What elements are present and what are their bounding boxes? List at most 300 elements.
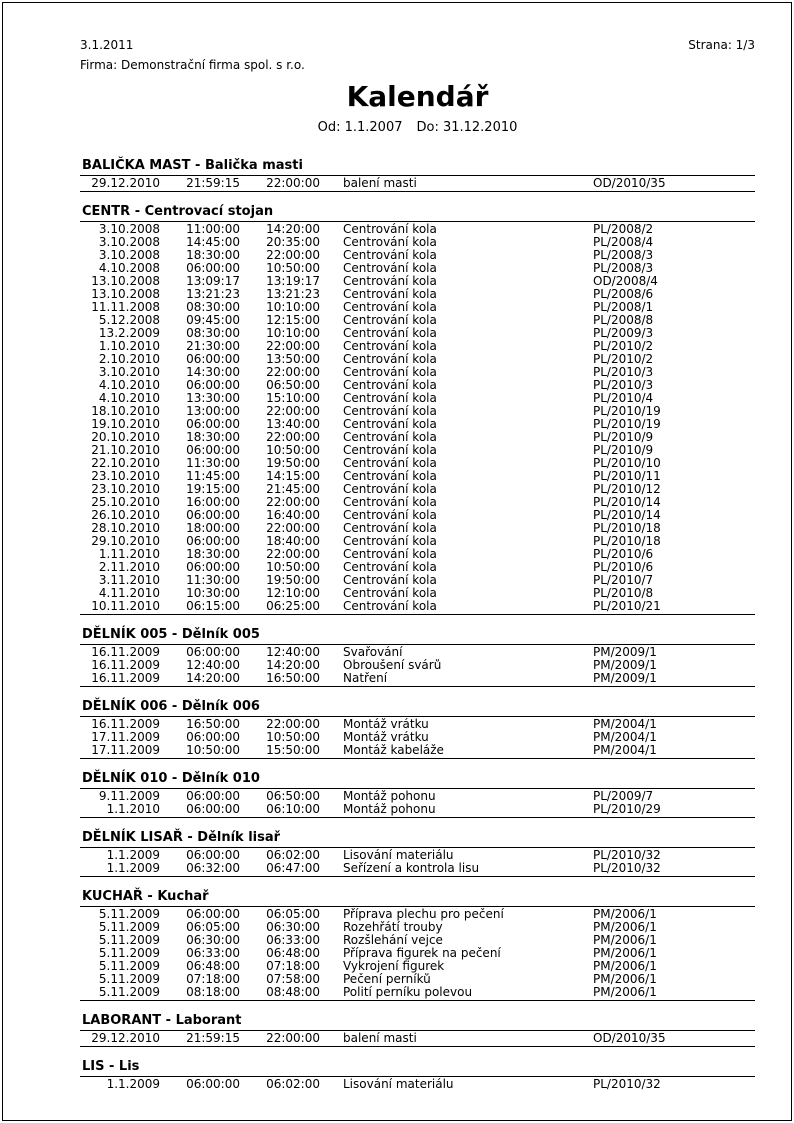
calendar-row [80,301,755,314]
cell-document: PL/2010/14 [593,496,661,509]
cell-time-to: 06:10:00 [266,803,320,816]
cell-time-to: 10:50:00 [266,731,320,744]
calendar-row [80,921,755,934]
cell-description: Centrování kola [343,379,437,392]
cell-time-to: 19:50:00 [266,574,320,587]
calendar-row [80,444,755,457]
cell-description: balení masti [343,1032,417,1045]
cell-time-to: 14:20:00 [266,223,320,236]
cell-time-to: 06:50:00 [266,379,320,392]
calendar-row [80,379,755,392]
cell-description: Centrování kola [343,314,437,327]
cell-time-to: 07:58:00 [266,973,320,986]
cell-date: 1.1.2010 [106,803,160,816]
cell-description: Montáž vrátku [343,718,429,731]
cell-date: 5.11.2009 [98,934,160,947]
cell-date: 5.11.2009 [98,908,160,921]
cell-description: Centrování kola [343,444,437,457]
cell-time-from: 18:30:00 [186,548,240,561]
cell-time-from: 13:09:17 [186,275,240,288]
report-period [80,120,755,135]
calendar-row [80,561,755,574]
calendar-row [80,744,755,757]
cell-time-to: 06:48:00 [266,947,320,960]
cell-description: Centrování kola [343,288,437,301]
cell-date: 3.11.2010 [98,574,160,587]
cell-time-to: 10:50:00 [266,262,320,275]
section-title: DĚLNÍK 010 - Dělník 010 [80,772,755,789]
cell-description: balení masti [343,177,417,190]
cell-time-to: 13:50:00 [266,353,320,366]
calendar-row [80,849,755,862]
section-rows [80,645,755,687]
section-title: DĚLNÍK 005 - Dělník 005 [80,628,755,645]
cell-document: PL/2009/7 [593,790,654,803]
cell-description: Centrování kola [343,535,437,548]
calendar-row [80,457,755,470]
cell-time-from: 14:45:00 [186,236,240,249]
cell-time-from: 11:45:00 [186,470,240,483]
cell-time-from: 06:00:00 [186,535,240,548]
cell-time-from: 11:30:00 [186,457,240,470]
cell-time-to: 18:40:00 [266,535,320,548]
cell-document: PL/2008/8 [593,314,654,327]
section-title: DĚLNÍK LISAŘ - Dělník lisař [80,831,755,848]
cell-time-from: 06:15:00 [186,600,240,613]
cell-time-to: 22:00:00 [266,1032,320,1045]
cell-description: Centrování kola [343,574,437,587]
cell-time-to: 13:21:23 [266,288,320,301]
resource-section [80,205,755,615]
cell-time-to: 12:40:00 [266,646,320,659]
calendar-row [80,496,755,509]
cell-document: PL/2009/3 [593,327,654,340]
section-rows [80,1077,755,1092]
cell-time-to: 06:02:00 [266,1078,320,1091]
cell-time-from: 14:20:00 [186,672,240,685]
cell-description: Montáž pohonu [343,790,436,803]
cell-document: PL/2010/9 [593,431,654,444]
cell-time-to: 06:47:00 [266,862,320,875]
cell-time-from: 10:30:00 [186,587,240,600]
cell-date: 1.1.2009 [106,849,160,862]
calendar-row [80,672,755,685]
cell-date: 1.10.2010 [98,340,160,353]
cell-document: PL/2008/2 [593,223,654,236]
calendar-row [80,548,755,561]
cell-date: 1.1.2009 [106,1078,160,1091]
calendar-row [80,947,755,960]
cell-time-from: 16:00:00 [186,496,240,509]
cell-description: Centrování kola [343,600,437,613]
period-to: Do: 31.12.2010 [416,120,518,135]
cell-description: Centrování kola [343,223,437,236]
cell-time-to: 06:25:00 [266,600,320,613]
cell-document: PL/2010/3 [593,366,654,379]
cell-description: Centrování kola [343,301,437,314]
cell-time-to: 14:15:00 [266,470,320,483]
cell-date: 4.10.2010 [98,392,160,405]
cell-document: PL/2010/10 [593,457,661,470]
sections [80,159,755,1092]
cell-document: PM/2009/1 [593,672,657,685]
cell-document: OD/2008/4 [593,275,658,288]
calendar-row [80,600,755,613]
cell-time-from: 06:30:00 [186,934,240,947]
cell-document: PM/2009/1 [593,646,657,659]
cell-document: PM/2006/1 [593,960,657,973]
cell-time-from: 13:00:00 [186,405,240,418]
section-rows [80,1031,755,1047]
calendar-row [80,177,755,190]
calendar-row [80,790,755,803]
cell-date: 3.10.2008 [98,236,160,249]
cell-time-from: 06:00:00 [186,353,240,366]
calendar-row [80,574,755,587]
cell-date: 5.11.2009 [98,947,160,960]
calendar-row [80,509,755,522]
cell-date: 2.10.2010 [98,353,160,366]
calendar-row [80,392,755,405]
cell-time-from: 13:21:23 [186,288,240,301]
calendar-row [80,862,755,875]
cell-time-to: 12:15:00 [266,314,320,327]
section-rows [80,789,755,818]
cell-time-to: 16:40:00 [266,509,320,522]
cell-date: 3.10.2008 [98,223,160,236]
cell-description: Centrování kola [343,548,437,561]
resource-section [80,831,755,877]
period-from: Od: 1.1.2007 [317,120,403,135]
cell-description: Centrování kola [343,470,437,483]
cell-description: Lisování materiálu [343,849,454,862]
calendar-row [80,262,755,275]
cell-document: PM/2006/1 [593,973,657,986]
cell-time-to: 22:00:00 [266,177,320,190]
resource-section [80,1060,755,1092]
cell-date: 28.10.2010 [91,522,160,535]
cell-document: PL/2008/3 [593,262,654,275]
company-line: Firma: Demonstrační firma spol. s r.o. [80,58,305,72]
cell-time-from: 08:30:00 [186,301,240,314]
calendar-row [80,731,755,744]
cell-date: 23.10.2010 [91,470,160,483]
cell-time-from: 21:59:15 [186,1032,240,1045]
cell-date: 3.10.2010 [98,366,160,379]
cell-time-to: 06:05:00 [266,908,320,921]
calendar-row [80,718,755,731]
cell-date: 29.12.2010 [91,1032,160,1045]
cell-date: 13.10.2008 [91,288,160,301]
cell-description: Vykrojení figurek [343,960,445,973]
cell-date: 4.10.2008 [98,262,160,275]
cell-document: PM/2004/1 [593,718,657,731]
cell-document: PL/2010/29 [593,803,661,816]
resource-section [80,159,755,192]
cell-date: 26.10.2010 [91,509,160,522]
calendar-row [80,483,755,496]
cell-time-to: 10:50:00 [266,444,320,457]
cell-document: PM/2006/1 [593,921,657,934]
cell-time-to: 22:00:00 [266,366,320,379]
cell-document: PL/2010/6 [593,548,654,561]
cell-time-from: 06:00:00 [186,731,240,744]
cell-time-from: 06:00:00 [186,262,240,275]
cell-date: 20.10.2010 [91,431,160,444]
cell-time-from: 19:15:00 [186,483,240,496]
cell-document: PL/2008/6 [593,288,654,301]
cell-time-to: 19:50:00 [266,457,320,470]
cell-time-to: 12:10:00 [266,587,320,600]
cell-description: Rozehřátí trouby [343,921,443,934]
cell-time-from: 06:33:00 [186,947,240,960]
cell-description: Svařování [343,646,403,659]
cell-document: PL/2010/32 [593,849,661,862]
cell-time-from: 06:05:00 [186,921,240,934]
cell-date: 5.12.2008 [98,314,160,327]
cell-time-from: 06:00:00 [186,379,240,392]
cell-time-from: 12:40:00 [186,659,240,672]
cell-time-to: 14:20:00 [266,659,320,672]
cell-date: 1.1.2009 [106,862,160,875]
calendar-row [80,908,755,921]
cell-time-to: 20:35:00 [266,236,320,249]
cell-document: PL/2008/3 [593,249,654,262]
cell-time-from: 21:59:15 [186,177,240,190]
cell-time-to: 13:19:17 [266,275,320,288]
cell-document: PL/2010/9 [593,444,654,457]
cell-time-from: 18:00:00 [186,522,240,535]
cell-description: Centrování kola [343,587,437,600]
cell-time-to: 07:18:00 [266,960,320,973]
cell-document: PL/2010/19 [593,405,661,418]
calendar-row [80,327,755,340]
resource-section [80,772,755,818]
cell-description: Centrování kola [343,340,437,353]
cell-time-from: 11:30:00 [186,574,240,587]
cell-description: Pečení perníků [343,973,431,986]
cell-time-from: 16:50:00 [186,718,240,731]
cell-time-from: 06:48:00 [186,960,240,973]
cell-time-to: 15:10:00 [266,392,320,405]
cell-document: PM/2004/1 [593,731,657,744]
cell-description: Polití perníku polevou [343,986,473,999]
cell-document: PL/2010/18 [593,522,661,535]
cell-description: Centrování kola [343,522,437,535]
cell-description: Obroušení svárů [343,659,442,672]
calendar-row [80,275,755,288]
cell-date: 17.11.2009 [91,731,160,744]
cell-document: PM/2006/1 [593,986,657,999]
calendar-row [80,418,755,431]
cell-document: PL/2008/1 [593,301,654,314]
resource-section [80,890,755,1001]
cell-time-from: 10:50:00 [186,744,240,757]
cell-date: 17.11.2009 [91,744,160,757]
calendar-row [80,646,755,659]
cell-time-to: 06:30:00 [266,921,320,934]
cell-date: 16.11.2009 [91,672,160,685]
cell-description: Montáž vrátku [343,731,429,744]
cell-document: PL/2010/21 [593,600,661,613]
cell-time-from: 08:30:00 [186,327,240,340]
cell-time-from: 06:00:00 [186,561,240,574]
cell-date: 9.11.2009 [98,790,160,803]
cell-date: 2.11.2010 [98,561,160,574]
cell-document: PL/2010/18 [593,535,661,548]
cell-date: 11.11.2008 [91,301,160,314]
cell-time-from: 06:00:00 [186,509,240,522]
cell-description: Rozšlehání vejce [343,934,443,947]
calendar-row [80,314,755,327]
cell-document: PL/2010/32 [593,1078,661,1091]
cell-date: 10.11.2010 [91,600,160,613]
cell-description: Centrování kola [343,392,437,405]
cell-date: 16.11.2009 [91,659,160,672]
cell-time-to: 21:45:00 [266,483,320,496]
cell-time-from: 11:00:00 [186,223,240,236]
cell-time-to: 22:00:00 [266,340,320,353]
cell-time-from: 08:18:00 [186,986,240,999]
calendar-row [80,353,755,366]
calendar-row [80,340,755,353]
cell-description: Centrování kola [343,509,437,522]
cell-description: Centrování kola [343,483,437,496]
cell-date: 13.2.2009 [98,327,160,340]
calendar-row [80,249,755,262]
section-rows [80,717,755,759]
cell-document: PL/2010/19 [593,418,661,431]
cell-time-from: 14:30:00 [186,366,240,379]
section-rows [80,907,755,1001]
cell-date: 5.11.2009 [98,986,160,999]
cell-description: Natření [343,672,388,685]
calendar-row [80,803,755,816]
cell-time-from: 06:00:00 [186,908,240,921]
calendar-row [80,934,755,947]
cell-description: Centrování kola [343,431,437,444]
cell-document: PL/2010/2 [593,340,654,353]
section-rows [80,848,755,877]
cell-date: 29.10.2010 [91,535,160,548]
cell-time-to: 22:00:00 [266,249,320,262]
calendar-row [80,366,755,379]
cell-date: 21.10.2010 [91,444,160,457]
cell-date: 5.11.2009 [98,960,160,973]
cell-time-to: 06:33:00 [266,934,320,947]
calendar-row [80,973,755,986]
calendar-row [80,405,755,418]
cell-description: Centrování kola [343,405,437,418]
cell-document: PL/2010/6 [593,561,654,574]
report-title: Kalendář [346,80,489,113]
cell-date: 22.10.2010 [91,457,160,470]
calendar-row [80,1032,755,1045]
cell-time-from: 06:32:00 [186,862,240,875]
section-title: LIS - Lis [80,1060,755,1077]
cell-document: PL/2010/11 [593,470,661,483]
cell-date: 16.11.2009 [91,718,160,731]
cell-date: 29.12.2010 [91,177,160,190]
cell-time-to: 10:10:00 [266,301,320,314]
cell-description: Montáž kabeláže [343,744,444,757]
cell-date: 19.10.2010 [91,418,160,431]
cell-document: PL/2008/4 [593,236,654,249]
cell-description: Centrování kola [343,418,437,431]
cell-time-from: 18:30:00 [186,249,240,262]
cell-time-to: 06:02:00 [266,849,320,862]
cell-document: PL/2010/3 [593,379,654,392]
section-title: LABORANT - Laborant [80,1014,755,1031]
cell-description: Centrování kola [343,496,437,509]
cell-time-to: 22:00:00 [266,548,320,561]
section-title: DĚLNÍK 006 - Dělník 006 [80,700,755,717]
cell-time-to: 13:40:00 [266,418,320,431]
cell-document: OD/2010/35 [593,177,666,190]
cell-time-to: 08:48:00 [266,986,320,999]
cell-description: Centrování kola [343,236,437,249]
cell-time-to: 16:50:00 [266,672,320,685]
section-rows [80,222,755,615]
cell-date: 4.10.2010 [98,379,160,392]
cell-time-to: 22:00:00 [266,431,320,444]
cell-time-to: 10:10:00 [266,327,320,340]
cell-time-from: 09:45:00 [186,314,240,327]
cell-description: Příprava plechu pro pečení [343,908,504,921]
calendar-row [80,236,755,249]
cell-time-from: 18:30:00 [186,431,240,444]
cell-time-from: 21:30:00 [186,340,240,353]
page-number: Strana: 1/3 [688,38,755,52]
cell-time-from: 13:30:00 [186,392,240,405]
calendar-row [80,960,755,973]
cell-date: 23.10.2010 [91,483,160,496]
cell-time-from: 06:00:00 [186,849,240,862]
cell-description: Centrování kola [343,275,437,288]
calendar-row [80,223,755,236]
cell-time-to: 22:00:00 [266,718,320,731]
cell-document: PM/2004/1 [593,744,657,757]
cell-date: 4.11.2010 [98,587,160,600]
cell-description: Centrování kola [343,561,437,574]
cell-date: 1.11.2010 [98,548,160,561]
cell-date: 13.10.2008 [91,275,160,288]
cell-description: Lisování materiálu [343,1078,454,1091]
section-rows [80,176,755,192]
report-content [80,38,755,1105]
cell-time-from: 06:00:00 [186,1078,240,1091]
cell-time-to: 22:00:00 [266,522,320,535]
cell-document: PL/2010/8 [593,587,654,600]
cell-time-to: 15:50:00 [266,744,320,757]
cell-document: PL/2010/12 [593,483,661,496]
cell-description: Příprava figurek na pečení [343,947,501,960]
cell-time-from: 06:00:00 [186,790,240,803]
cell-description: Centrování kola [343,262,437,275]
cell-document: PM/2009/1 [593,659,657,672]
calendar-row [80,587,755,600]
report-meta-row [80,38,755,53]
cell-document: PL/2010/4 [593,392,654,405]
cell-document: PL/2010/7 [593,574,654,587]
cell-description: Seřízení a kontrola lisu [343,862,480,875]
section-title: CENTR - Centrovací stojan [80,205,755,222]
cell-description: Centrování kola [343,327,437,340]
cell-description: Montáž pohonu [343,803,436,816]
calendar-row [80,1078,755,1091]
cell-date: 18.10.2010 [91,405,160,418]
calendar-row [80,986,755,999]
